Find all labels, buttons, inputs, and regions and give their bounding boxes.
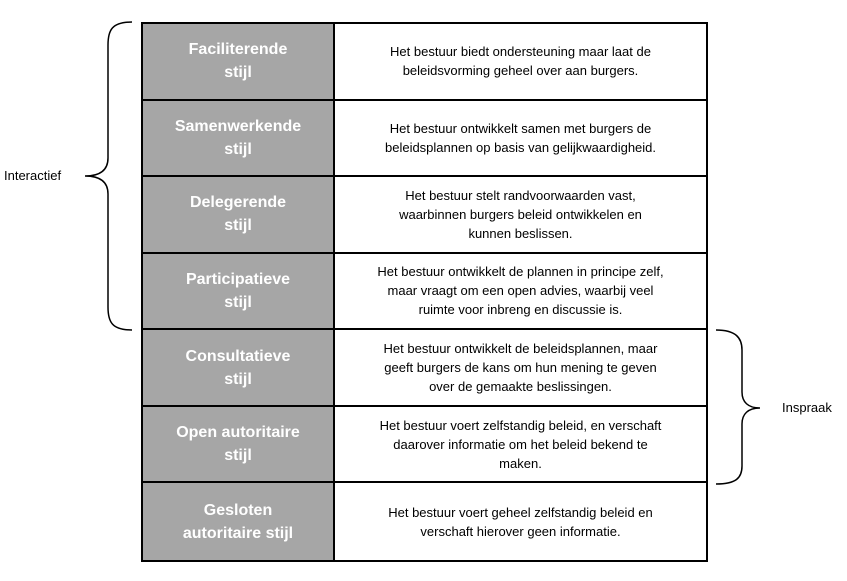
style-cell-delegerende: Delegerende stijl [143,177,335,254]
inspraak-label: Inspraak [782,400,832,415]
style-cell-samenwerkende: Samenwerkende stijl [143,101,335,178]
description-cell-participatieve: Het bestuur ontwikkelt de plannen in principe zelf, maar vraagt om een open advies, waarbij veel ruimte voor inbreng en discussie is. [335,254,706,331]
interactief-brace [85,22,132,330]
description-cell-faciliterende: Het bestuur biedt ondersteuning maar laat de beleidsvorming geheel over aan burgers. [335,24,706,101]
style-cell-consultatieve: Consultatieve stijl [143,330,335,407]
description-cell-delegerende: Het bestuur stelt randvoorwaarden vast, waarbinnen burgers beleid ontwikkelen en kunnen beslissen. [335,177,706,254]
interactief-label: Interactief [4,168,62,183]
style-cell-participatieve: Participatieve stijl [143,254,335,331]
style-cell-gesloten-autoritaire: Gesloten autoritaire stijl [143,483,335,560]
style-cell-faciliterende: Faciliterende stijl [143,24,335,101]
inspraak-brace [716,330,760,484]
description-cell-open-autoritaire: Het bestuur voert zelfstandig beleid, en verschaft daarover informatie om het beleid bekend te maken. [335,407,706,484]
description-cell-consultatieve: Het bestuur ontwikkelt de beleidsplannen, maar geeft burgers de kans om hun mening te geven over de gemaakte beslissingen. [335,330,706,407]
description-cell-gesloten-autoritaire: Het bestuur voert geheel zelfstandig beleid en verschaft hierover geen informatie. [388,504,653,539]
style-cell-open-autoritaire: Open autoritaire stijl [143,407,335,484]
description-cell-samenwerkende: Het bestuur ontwikkelt samen met burgers de beleidsplannen op basis van gelijkwaardigheid. [335,101,706,178]
